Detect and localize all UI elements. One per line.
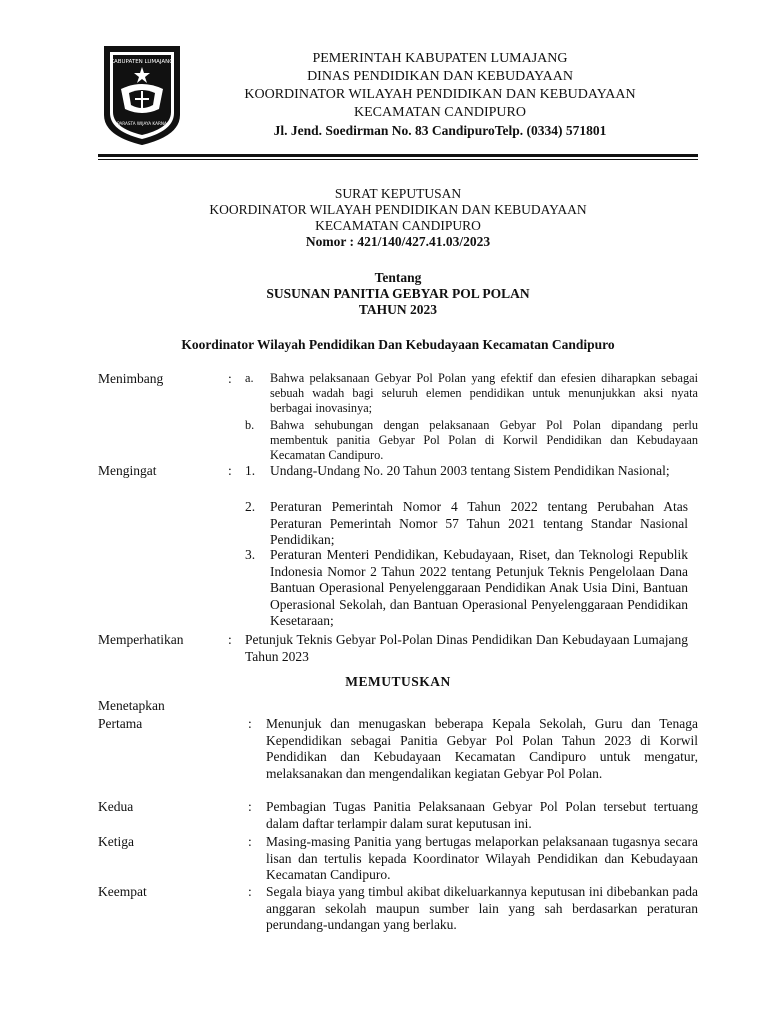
emblem-top-text: KABUPATEN LUMAJANG (110, 59, 174, 65)
item-marker: 3. (245, 547, 256, 562)
memperhatikan-text: Petunjuk Teknis Gebyar Pol-Polan Dinas Pendidikan Dan Kebudayaan Lumajang Tahun 2023 (245, 632, 688, 664)
decree-title (98, 186, 698, 250)
item-text: Bahwa sehubungan dengan pelaksanaan Gebyar Pol Polan dipandang perlu membentuk panitia Gebyar Pol Polan di Korwil Pendidikan dan Kebudayaan Kecamatan Candipuro. (270, 418, 698, 463)
emblem-bottom-text: PARASTA WIJAYA KARNA (117, 121, 167, 126)
letterhead-divider-thick (98, 154, 698, 157)
diktum-label: Ketiga (98, 834, 134, 849)
diktum-label: Kedua (98, 799, 134, 814)
diktum-text: Segala biaya yang timbul akibat dikeluarkannya keputusan ini dibebankan pada anggaran sekolah maupun sumber lain yang sah berdasarkan peraturan perundang-undangan yang berlaku. (266, 884, 698, 932)
letterhead-line-2: DINAS PENDIDIKAN DAN KEBUDAYAAN (307, 69, 573, 84)
mengingat-label: Mengingat (98, 463, 157, 478)
item-marker: 1. (245, 463, 256, 478)
diktum-colon: : (248, 834, 252, 849)
decree-number: Nomor : 421/140/427.41.03/2023 (305, 234, 491, 249)
letterhead-address: Jl. Jend. Soedirman No. 83 CandipuroTelp. (0334) 571801 (273, 123, 607, 138)
letterhead-line-1: PEMERINTAH KABUPATEN LUMAJANG (312, 51, 568, 66)
item-text: Undang-Undang No. 20 Tahun 2003 tentang Sistem Pendidikan Nasional; (270, 463, 670, 478)
diktum-label: Keempat (98, 884, 147, 899)
memperhatikan-label: Memperhatikan (98, 632, 184, 647)
title-line-3: KECAMATAN CANDIPURO (315, 218, 481, 233)
subject-tentang: Tentang (374, 270, 422, 285)
memutuskan-heading: MEMUTUSKAN (345, 674, 451, 689)
diktum-colon: : (248, 884, 252, 899)
diktum-text: Masing-masing Panitia yang bertugas melaporkan pelaksanaan tugasnya secara lisan dan tertulis kepada Koordinator Wilayah Pendidikan dan Kebudayaan Kecamatan Candipuro. (266, 834, 698, 882)
issuer: Koordinator Wilayah Pendidikan Dan Kebudayaan Kecamatan Candipuro (181, 337, 615, 352)
letterhead (190, 50, 690, 140)
title-line-2: KOORDINATOR WILAYAH PENDIDIKAN DAN KEBUDAYAAN (209, 202, 587, 217)
diktum-text: Pembagian Tugas Panitia Pelaksanaan Gebyar Pol Polan tersebut tertuang dalam daftar terlampir dalam surat keputusan ini. (266, 799, 698, 831)
memperhatikan-colon: : (228, 632, 232, 647)
diktum-text: Menunjuk dan menugaskan beberapa Kepala Sekolah, Guru dan Tenaga Kependidikan sebagai Panitia Gebyar Pol Polan Tahun 2023 di Korwil Pendidikan dan Kebudayaan Kecamatan Candipuro untuk mengatur, melaksanakan dan mengendalikan kegiatan Gebyar Pol Polan. (266, 716, 698, 781)
letterhead-line-3: KOORDINATOR WILAYAH PENDIDIKAN DAN KEBUDAYAAN (244, 87, 636, 102)
diktum-colon: : (248, 716, 252, 731)
subject-line-1: SUSUNAN PANITIA GEBYAR POL POLAN (266, 286, 530, 301)
title-line-1: SURAT KEPUTUSAN (334, 186, 462, 201)
subject-line-2: TAHUN 2023 (358, 302, 438, 317)
item-marker: b. (245, 418, 255, 432)
item-text: Peraturan Menteri Pendidikan, Kebudayaan, Riset, dan Teknologi Republik Indonesia Nomor 2 Tahun 2022 tentang Petunjuk Teknis Pengelolaan Dana Bantuan Operasional Penyelenggaraan Pendidikan Anak Usia Dini, Bantuan Operasional Sekolah, dan Bantuan Operasional Penyelenggaraan Pendidikan Kesetaraan; (270, 547, 688, 628)
letterhead-line-4: KECAMATAN CANDIPURO (354, 105, 526, 120)
mengingat-colon: : (228, 463, 232, 478)
menimbang-label: Menimbang (98, 371, 164, 386)
diktum-label: Pertama (98, 716, 143, 731)
letterhead-divider-thin (98, 159, 698, 160)
item-marker: a. (245, 371, 254, 385)
lumajang-regency-emblem (101, 43, 183, 147)
menetapkan-label: Menetapkan (98, 698, 165, 713)
diktum-colon: : (248, 799, 252, 814)
item-text: Bahwa pelaksanaan Gebyar Pol Polan yang efektif dan efesien diharapkan sebagai sebuah wadah bagi seluruh elemen pendidikan untuk menunjukkan aksi nyata berbagai inovasinya; (270, 371, 698, 416)
item-marker: 2. (245, 499, 256, 514)
decree-subject (98, 270, 698, 318)
menimbang-colon: : (228, 371, 232, 386)
item-text: Peraturan Pemerintah Nomor 4 Tahun 2022 tentang Perubahan Atas Peraturan Pemerintah Nomor 57 Tahun 2021 tentang Standar Nasional Pendidikan; (270, 499, 688, 547)
